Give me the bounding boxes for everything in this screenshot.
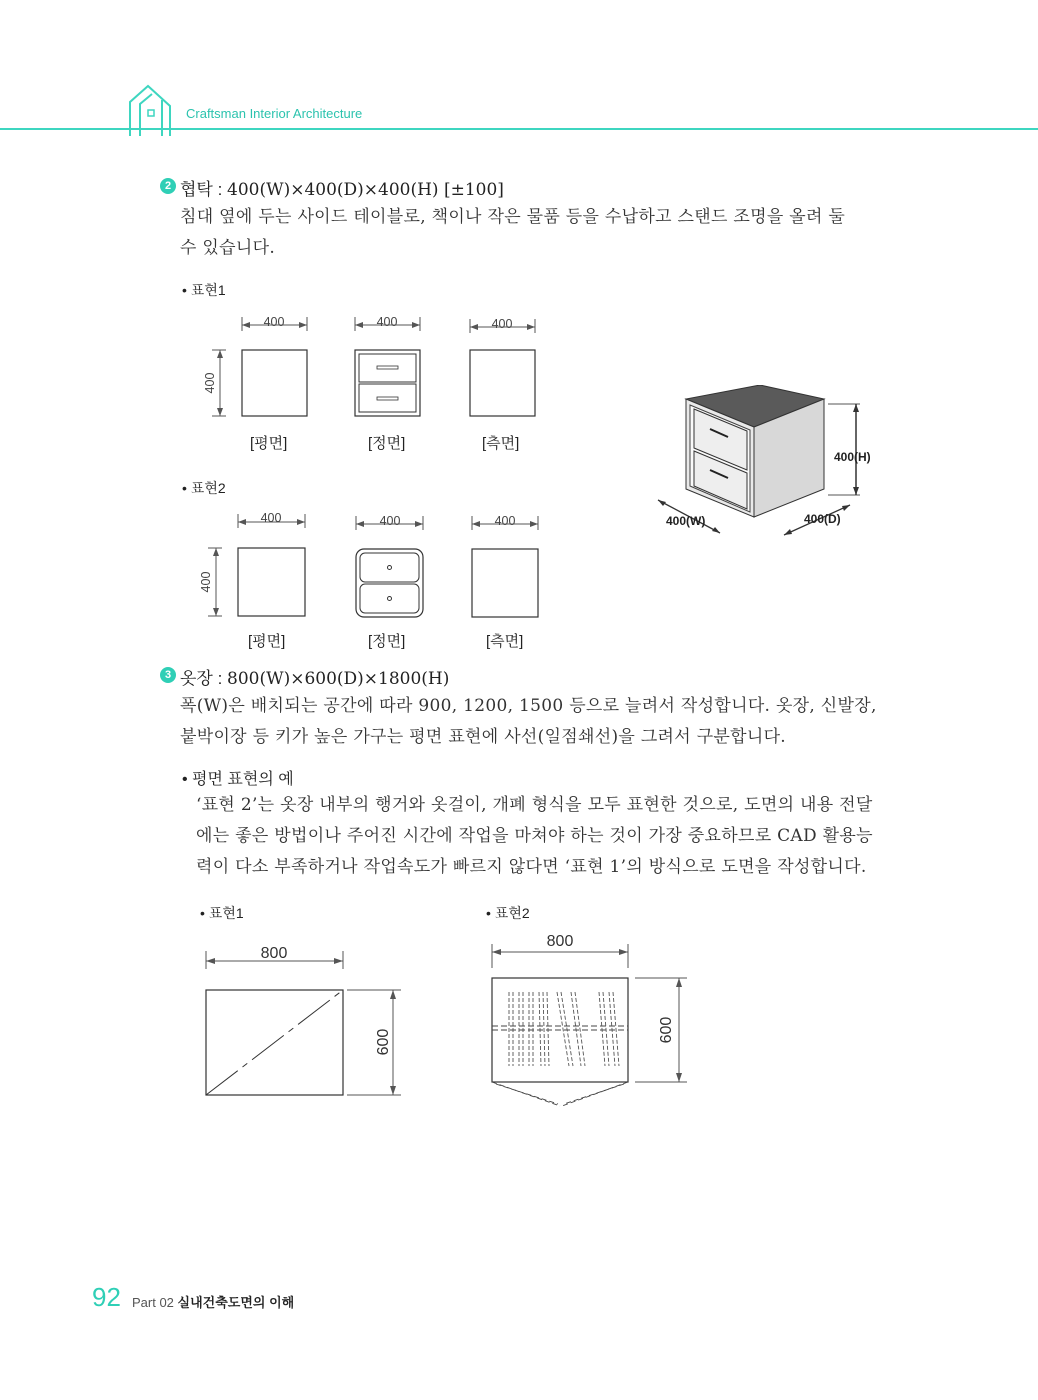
item2-expr1-side-label: [측면] <box>482 435 520 452</box>
dim-text: 400 <box>260 511 282 525</box>
item2-desc-line1: 침대 옆에 두는 사이드 테이블로, 책이나 작은 물품 등을 수납하고 스탠드 조명을 올려 둘 <box>180 207 846 227</box>
footer-page-number: 92 <box>92 1282 121 1312</box>
item3-spec: 800(W)×600(D)×1800(H) <box>227 669 450 689</box>
iso-label-d: 400(D) <box>804 512 841 526</box>
item2-expr1-front-label: [정면] <box>368 435 406 452</box>
item3-example-line1: ‘표현 2’는 옷장 내부의 행거와 옷걸이, 개폐 형식을 모두 표현한 것으로, 도면의 내용 전달 <box>196 795 873 815</box>
header-brand: Craftsman Interior Architecture <box>186 106 363 121</box>
item3-example-heading: • 평면 표현의 예 <box>182 771 294 788</box>
dim-text: 400 <box>379 514 401 528</box>
item2-expr1-plan-label: [평면] <box>250 435 288 452</box>
item3-number-badge: 3 <box>160 667 176 683</box>
item2-desc <box>180 202 900 264</box>
dim-text: 400 <box>199 571 213 593</box>
item3-expr1-label: • 표현1 <box>200 905 244 921</box>
item3-example-text <box>196 790 896 883</box>
item2-desc-line2: 수 있습니다. <box>180 238 276 258</box>
item2-expr2-plan-label: [평면] <box>248 633 286 650</box>
dim-text: 600 <box>375 1028 392 1056</box>
iso-label-w: 400(W) <box>666 514 706 528</box>
item2-title-text: 협탁 : <box>180 180 228 199</box>
item3-example-line2: 에는 좋은 방법이나 주어진 시간에 작업을 마쳐야 하는 것이 가장 중요하므로 CAD 활용능 <box>196 826 873 846</box>
footer-text <box>132 1292 294 1311</box>
footer-part: Part 02 <box>132 1295 174 1310</box>
dim-text: 400 <box>494 514 516 528</box>
item3-expr2-label: • 표현2 <box>486 905 530 921</box>
item2-expr1-drawings <box>190 305 560 435</box>
item3-expr2-drawing <box>485 928 695 1113</box>
dim-text: 400 <box>491 317 513 331</box>
dim-text: 600 <box>658 1016 675 1044</box>
header-divider <box>0 128 1038 130</box>
item2-expr1-label: • 표현1 <box>182 282 226 298</box>
item2-expr2-side-label: [측면] <box>486 633 524 650</box>
item2-expr2-drawings <box>190 502 560 632</box>
dim-text: 400 <box>376 315 398 329</box>
item2-expr2-label: • 표현2 <box>182 480 226 496</box>
item2-expr2-side <box>472 514 538 617</box>
item3-desc-line1: 폭(W)은 배치되는 공간에 따라 900, 1200, 1500 등으로 늘려서 작성합니다. 옷장, 신발장, <box>180 696 877 716</box>
item2-number-badge: 2 <box>160 178 176 194</box>
item3-desc-line2: 붙박이장 등 키가 높은 가구는 평면 표현에 사선(일점쇄선)을 그려서 구분합니다. <box>180 727 787 747</box>
item2-expr1-plan <box>203 315 307 416</box>
item2-spec: 400(W)×400(D)×400(H) [±100] <box>227 180 504 200</box>
dim-text: 800 <box>260 945 288 962</box>
item2-title <box>180 175 504 200</box>
dim-text: 800 <box>546 933 574 950</box>
dim-text: 400 <box>263 315 285 329</box>
item2-expr2-plan <box>199 511 305 616</box>
item3-title-text: 옷장 : <box>180 669 228 688</box>
item3-example-line3: 력이 다소 부족하거나 작업속도가 빠르지 않다면 ‘표현 1’의 방식으로 도면을 작성합니다. <box>196 857 867 877</box>
item2-expr2-front <box>356 514 423 617</box>
item3-expr1-drawing <box>195 935 415 1105</box>
item3-desc <box>180 691 900 753</box>
item3-title <box>180 664 449 689</box>
iso-label-h: 400(H) <box>834 450 871 464</box>
item2-expr2-front-label: [정면] <box>368 633 406 650</box>
dim-text: 400 <box>203 372 217 394</box>
item2-expr1-side <box>470 317 535 416</box>
footer-chapter: 실내건축도면의 이해 <box>177 1295 295 1310</box>
item2-expr1-front <box>355 315 420 416</box>
